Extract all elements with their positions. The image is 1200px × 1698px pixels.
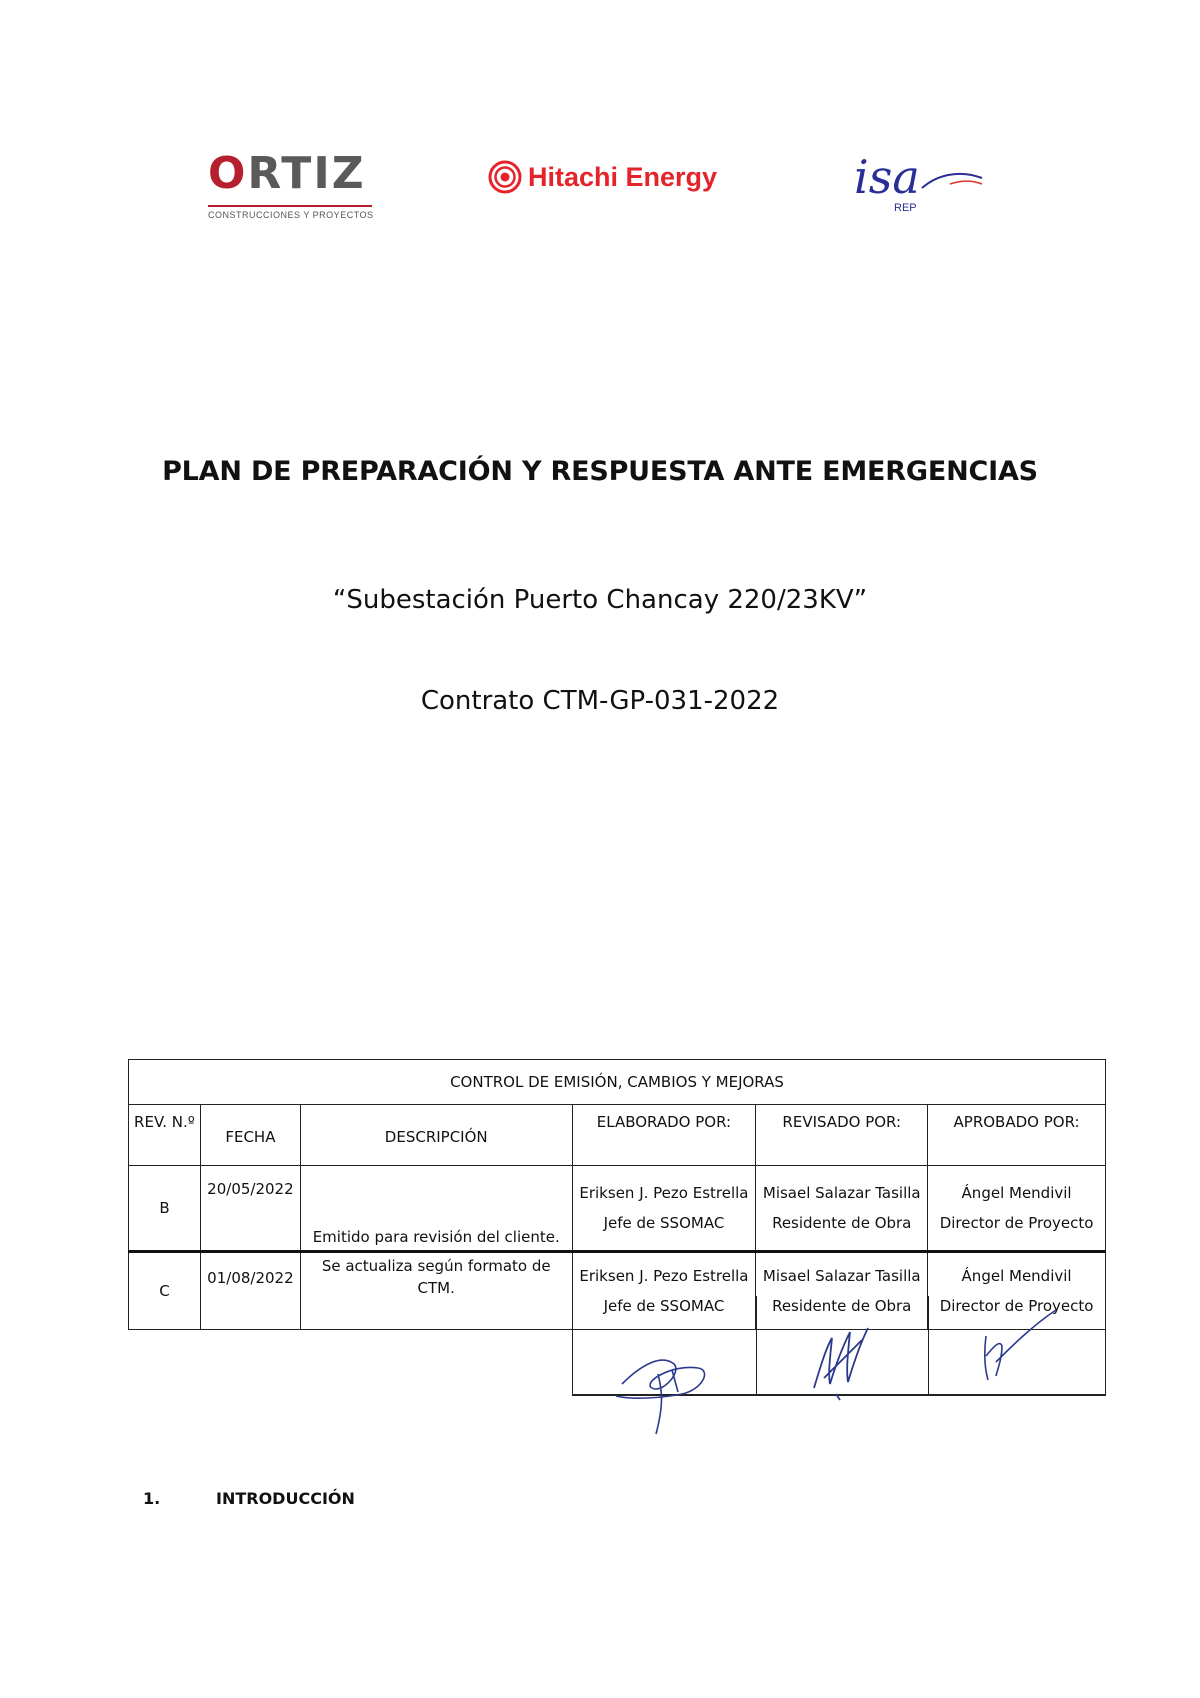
revisado-cell: [756, 1166, 928, 1252]
revisado-nombre: Misael Salazar Tasilla: [762, 1267, 921, 1285]
signature-revisado-icon: [806, 1318, 876, 1402]
document-title: PLAN DE PREPARACIÓN Y RESPUESTA ANTE EMERGENCIAS: [162, 456, 1038, 487]
document-subtitle: “Subestación Puerto Chancay 220/23KV”: [332, 585, 868, 615]
ortiz-logo-word: ORTIZ: [208, 148, 366, 199]
ortiz-logo: [208, 150, 374, 228]
revisado-nombre: Misael Salazar Tasilla: [762, 1184, 921, 1202]
aprobado-cargo: Director de Proyecto: [939, 1297, 1094, 1315]
ortiz-logo-tagline: CONSTRUCCIONES Y PROYECTOS: [208, 210, 374, 220]
elaborado-nombre: Eriksen J. Pezo Estrella: [579, 1267, 749, 1285]
rev-cell: B: [129, 1166, 201, 1252]
signature-box-revisado: [756, 1296, 757, 1394]
col-header-rev: REV. N.º: [129, 1105, 201, 1166]
aprobado-nombre: Ángel Mendivil: [961, 1184, 1072, 1202]
aprobado-cell: [928, 1166, 1106, 1252]
signature-box-right-edge: [1105, 1296, 1106, 1394]
hitachi-logo-word: Hitachi Energy: [528, 162, 718, 192]
elaborado-cargo: Jefe de SSOMAC: [603, 1214, 725, 1232]
elaborado-nombre: Eriksen J. Pezo Estrella: [579, 1184, 749, 1202]
signature-box-aprobado: [928, 1296, 929, 1394]
rev-cell: C: [129, 1252, 201, 1330]
isa-rep-logo: [850, 152, 980, 222]
control-table-heading: CONTROL DE EMISIÓN, CAMBIOS Y MEJORAS: [129, 1060, 1106, 1105]
hitachi-emblem-icon: [488, 160, 522, 194]
fecha-cell: 20/05/2022: [200, 1166, 300, 1252]
table-row: [129, 1166, 1106, 1252]
signature-elaborado-icon: [602, 1334, 722, 1438]
signature-aprobado-icon: [972, 1306, 1062, 1390]
ortiz-logo-rule: [208, 205, 372, 207]
aprobado-nombre: Ángel Mendivil: [961, 1267, 1072, 1285]
signature-box-elaborado: [572, 1296, 573, 1394]
col-header-elaborado: ELABORADO POR:: [572, 1105, 756, 1166]
section-title: INTRODUCCIÓN: [216, 1489, 355, 1508]
col-header-aprobado: APROBADO POR:: [928, 1105, 1106, 1166]
elaborado-cell: [572, 1166, 756, 1252]
aprobado-cargo: Director de Proyecto: [939, 1214, 1094, 1232]
col-header-fecha: FECHA: [200, 1105, 300, 1166]
fecha-cell: 01/08/2022: [200, 1252, 300, 1330]
control-table: [128, 1059, 1106, 1330]
hitachi-energy-logo: [488, 156, 728, 200]
signature-area: [572, 1296, 1106, 1396]
col-header-revisado: REVISADO POR:: [756, 1105, 928, 1166]
isa-logo-word: isa: [854, 150, 920, 204]
contract-number: Contrato CTM-GP-031-2022: [420, 686, 780, 716]
revisado-cargo: Residente de Obra: [772, 1297, 912, 1315]
isa-logo-sub: REP: [894, 202, 917, 214]
isa-swoosh-icon: [920, 164, 984, 194]
elaborado-cargo: Jefe de SSOMAC: [603, 1297, 725, 1315]
descripcion-cell: Se actualiza según formato de CTM.: [300, 1252, 572, 1330]
descripcion-cell: Emitido para revisión del cliente.: [300, 1166, 572, 1252]
revisado-cargo: Residente de Obra: [772, 1214, 912, 1232]
section-number: 1.: [143, 1489, 161, 1508]
col-header-descripcion: DESCRIPCIÓN: [300, 1105, 572, 1166]
